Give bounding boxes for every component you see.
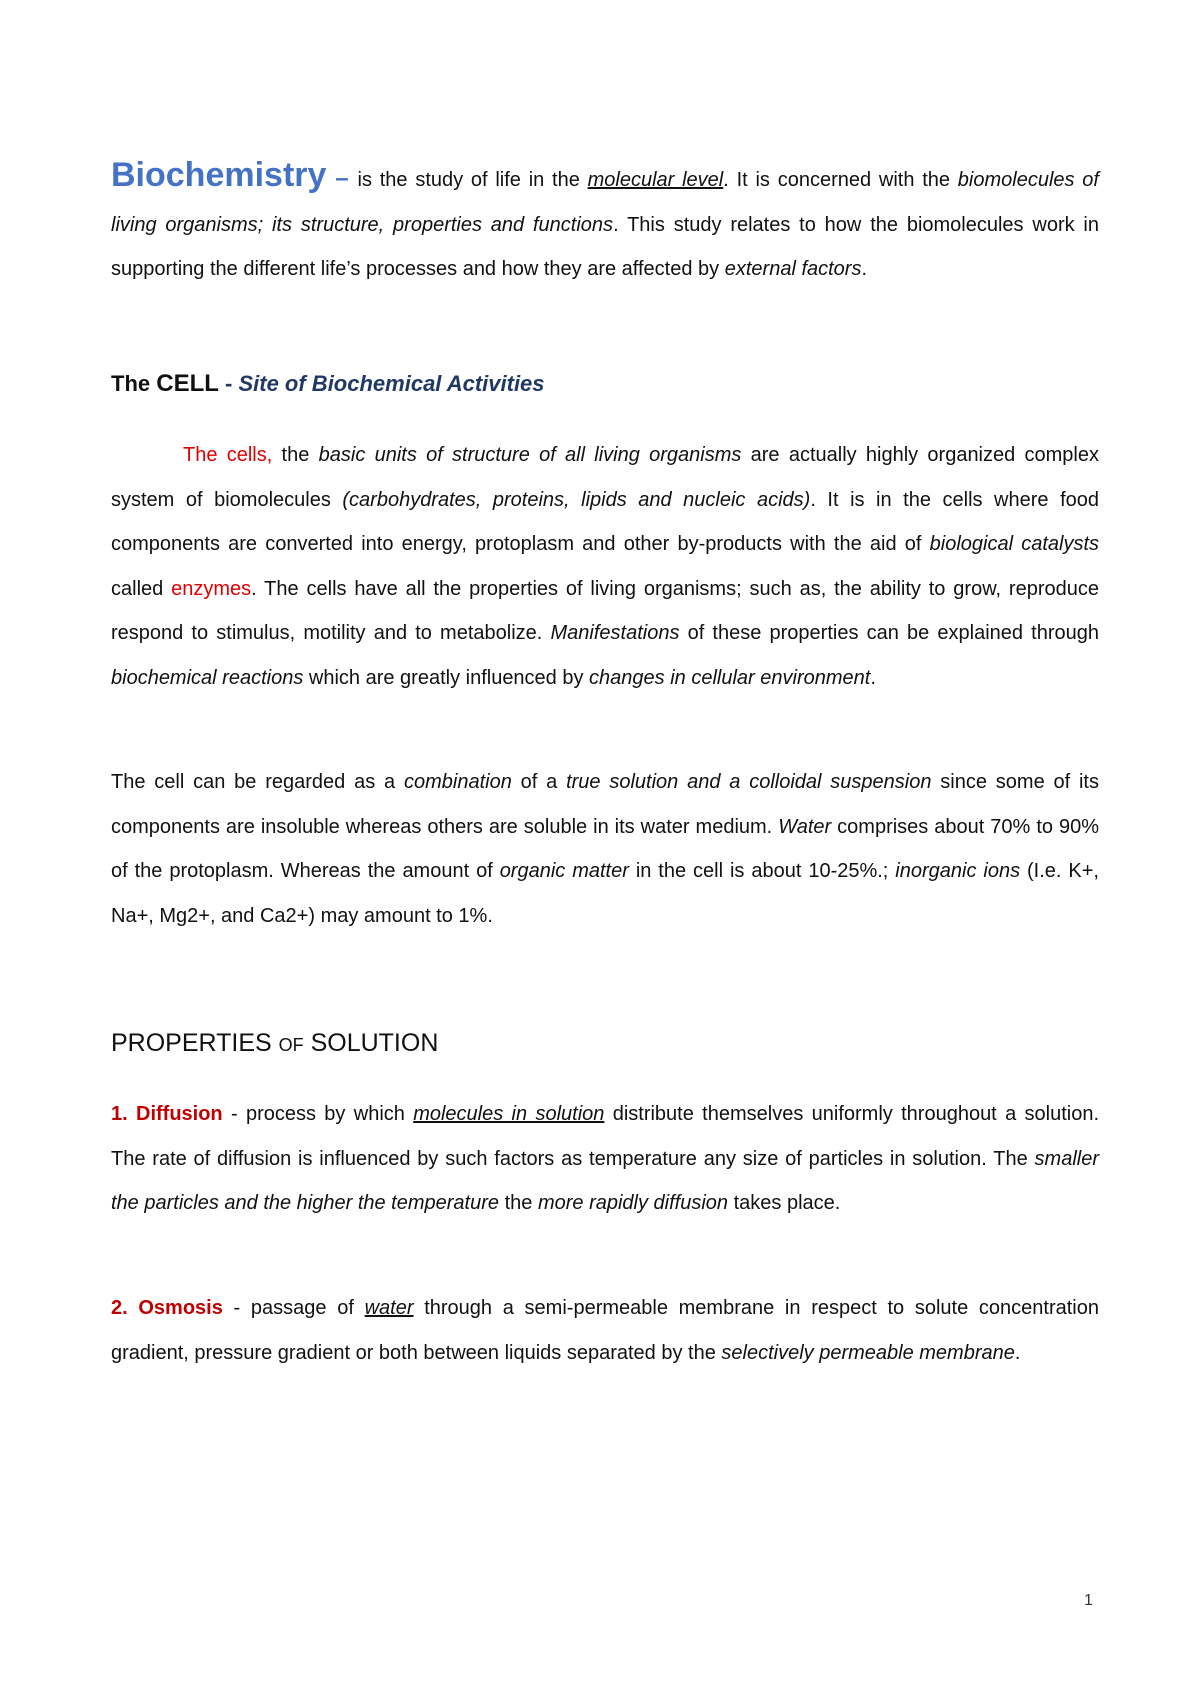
intro-paragraph (111, 153, 1099, 292)
combination-term: combination (403, 771, 512, 793)
diffusion-text: distribute themselves uniformly throughout a solution. The rate of diffusion is influenced by such factors as temperature any size of particles in solution. The (111, 1103, 1099, 1170)
cells-text: . It is in the cells where food components are converted into energy, protoplasm and other by-products with the aid of (111, 488, 1099, 555)
combination-text: since some of its components are insoluble whereas others are soluble in its water medium. (111, 771, 1099, 838)
heading-cell-word: CELL (156, 370, 219, 397)
cells-text: called (111, 577, 172, 600)
changes-term: changes in cellular environment (589, 666, 871, 689)
diffusion-text: - process by which (222, 1103, 414, 1125)
selectively-permeable-term: selectively permeable membrane (721, 1341, 1015, 1364)
osmosis-paragraph (111, 1286, 1099, 1375)
biomolecules-phrase: biomolecules of living organisms; its structure, properties and functions (111, 169, 1099, 236)
combination-text: The cell can be regarded as a (111, 771, 404, 793)
cells-text: . (870, 666, 876, 689)
intro-text: is the study of life in the (357, 169, 588, 191)
biochemical-reactions-term: biochemical reactions (111, 666, 304, 689)
more-rapidly-term: more rapidly diffusion (537, 1192, 729, 1214)
heading-text: SOLUTION (303, 1029, 439, 1057)
manifestations-term: Manifestations (550, 622, 680, 644)
page-number: 1 (1084, 1592, 1093, 1609)
combination-text: comprises about 70% to 90% of the protoplasm. Whereas the amount of (111, 815, 1099, 882)
document-title: Biochemistry (111, 156, 327, 194)
heading-text: PROPERTIES (111, 1029, 279, 1057)
molecules-in-solution-term: molecules in solution (413, 1103, 605, 1125)
enzymes-term: enzymes (171, 577, 252, 600)
intro-text: . This study relates to how the biomolecules work in supporting the different life’s processes and how they are affected by (111, 213, 1099, 280)
cells-text: are actually highly organized complex system of biomolecules (111, 444, 1099, 511)
combination-text: of a (511, 771, 567, 793)
osmosis-text: - passage of (222, 1297, 365, 1319)
title-dash: – (326, 165, 358, 192)
osmosis-text: . (1014, 1341, 1021, 1364)
diffusion-paragraph (111, 1092, 1099, 1226)
inorganic-ions-term: inorganic ions (895, 860, 1021, 882)
basic-units-term: basic units of structure of all living organisms (318, 444, 742, 466)
diffusion-text: the (499, 1192, 538, 1214)
cell-heading (111, 370, 545, 398)
osmosis-label: 2. Osmosis (111, 1297, 223, 1319)
cells-text: which are greatly influenced by (303, 666, 590, 689)
biological-catalysts-term: biological catalysts (929, 533, 1099, 555)
heading-dash: - (218, 371, 239, 396)
the-cells-term: The cells, (183, 444, 273, 466)
biomolecule-list: (carbohydrates, proteins, lipids and nucleic acids) (342, 488, 811, 511)
molecular-level-term: molecular level (587, 169, 724, 191)
intro-text: . (861, 258, 868, 280)
true-solution-term: true solution and a colloidal suspension (566, 771, 932, 793)
heading-of: OF (278, 1035, 304, 1055)
heading-text: The (111, 371, 157, 396)
intro-text: . It is concerned with the (723, 169, 958, 191)
organic-matter-term: organic matter (499, 860, 629, 882)
smaller-particles-term: smaller the particles and the higher the temperature (111, 1147, 1099, 1214)
properties-heading (111, 1029, 438, 1058)
combination-text: in the cell is about 10-25%.; (628, 860, 896, 882)
heading-subtitle: Site of Biochemical Activities (238, 371, 545, 396)
external-factors-term: external factors (724, 258, 862, 280)
osmosis-text: through a semi-permeable membrane in respect to solute concentration gradient, pressure gradient or both between liquids separated by the (111, 1297, 1099, 1364)
cells-text: of these properties can be explained through (679, 622, 1100, 644)
cell-combination-paragraph (111, 760, 1099, 938)
cells-paragraph (111, 433, 1099, 700)
diffusion-text: takes place. (728, 1192, 841, 1214)
cells-text: . The cells have all the properties of living organisms; such as, the ability to grow, reproduce respond to stimulus, motility and to metabolize. (111, 577, 1099, 644)
water-term: Water (778, 815, 832, 838)
combination-text: (I.e. K+, Na+, Mg2+, and Ca2+) may amount to 1%. (111, 860, 1099, 927)
cells-text: the (272, 444, 319, 466)
water-underlined-term: water (364, 1297, 414, 1319)
diffusion-label: 1. Diffusion (111, 1103, 223, 1125)
